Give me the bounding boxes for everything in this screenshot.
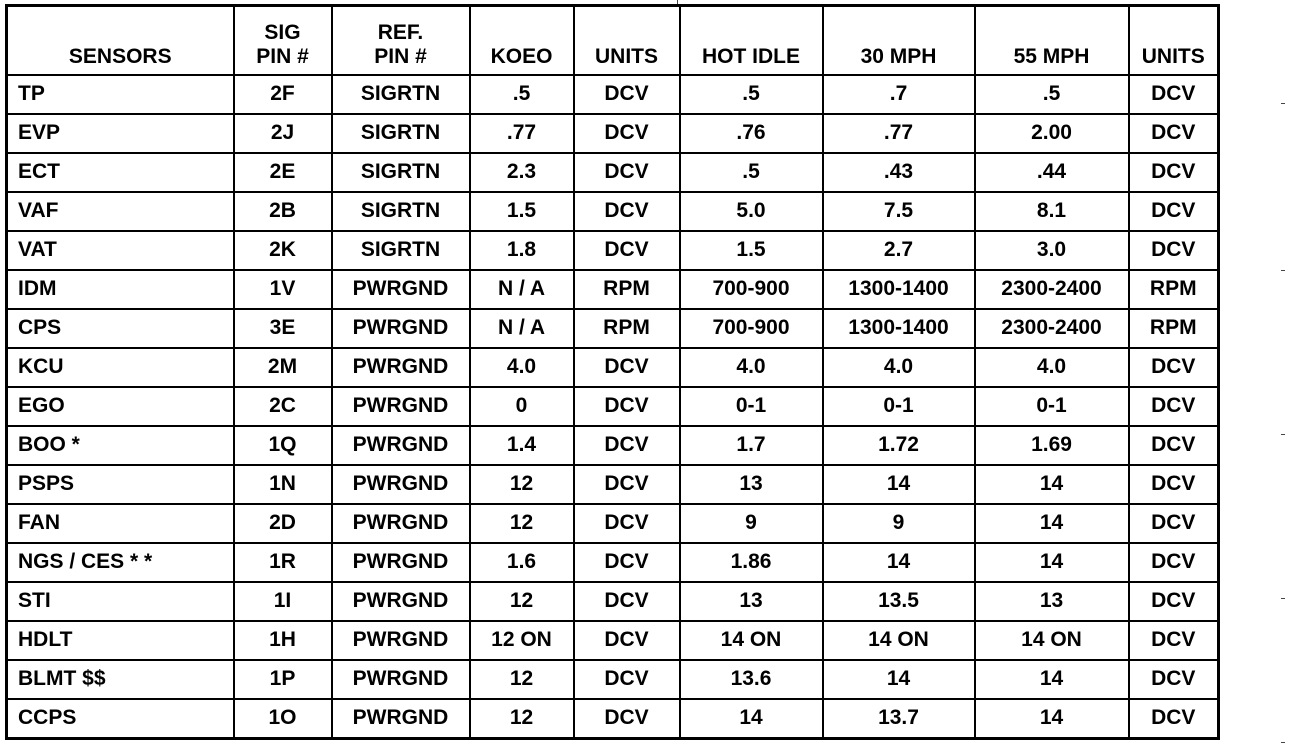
table-cell-ref-pin: SIGRTN bbox=[332, 114, 470, 153]
table-cell-55-mph: 14 bbox=[975, 543, 1129, 582]
table-cell-sensor: EVP bbox=[7, 114, 234, 153]
table-cell-units-koeo: DCV bbox=[574, 153, 680, 192]
column-header-line2: UNITS bbox=[1141, 45, 1205, 68]
table-cell-units-koeo: DCV bbox=[574, 582, 680, 621]
table-cell-ref-pin: SIGRTN bbox=[332, 153, 470, 192]
table-cell-sig-pin: 1I bbox=[234, 582, 332, 621]
scan-mark bbox=[1281, 598, 1285, 599]
table-cell-units-road: DCV bbox=[1129, 75, 1219, 114]
table-cell-koeo: 4.0 bbox=[470, 348, 574, 387]
table-cell-units-koeo: DCV bbox=[574, 348, 680, 387]
table-cell-30-mph: 9 bbox=[823, 504, 975, 543]
table-cell-ref-pin: PWRGND bbox=[332, 270, 470, 309]
table-cell-ref-pin: PWRGND bbox=[332, 348, 470, 387]
table-cell-55-mph: 2.00 bbox=[975, 114, 1129, 153]
table-cell-sig-pin: 2J bbox=[234, 114, 332, 153]
table-cell-units-koeo: DCV bbox=[574, 504, 680, 543]
table-row bbox=[7, 153, 1219, 192]
table-cell-30-mph: 0-1 bbox=[823, 387, 975, 426]
table-cell-units-road: DCV bbox=[1129, 114, 1219, 153]
table-cell-units-koeo: DCV bbox=[574, 75, 680, 114]
table-cell-sensor: PSPS bbox=[7, 465, 234, 504]
table-cell-30-mph: .43 bbox=[823, 153, 975, 192]
table-cell-koeo: 1.6 bbox=[470, 543, 574, 582]
table-cell-hot-idle: .76 bbox=[680, 114, 823, 153]
table-cell-ref-pin: PWRGND bbox=[332, 699, 470, 739]
table-cell-30-mph: 2.7 bbox=[823, 231, 975, 270]
table-cell-hot-idle: .5 bbox=[680, 75, 823, 114]
table-cell-koeo: 12 bbox=[470, 465, 574, 504]
table-cell-koeo: N / A bbox=[470, 270, 574, 309]
column-header-line2: UNITS bbox=[595, 45, 658, 68]
table-cell-30-mph: 14 ON bbox=[823, 621, 975, 660]
table-cell-units-road: DCV bbox=[1129, 504, 1219, 543]
table-cell-hot-idle: 1.7 bbox=[680, 426, 823, 465]
column-header-line2: SENSORS bbox=[68, 45, 172, 68]
table-cell-sig-pin: 1Q bbox=[234, 426, 332, 465]
column-header-line2: 55 MPH bbox=[1013, 45, 1090, 68]
table-cell-hot-idle: 0-1 bbox=[680, 387, 823, 426]
table-cell-units-koeo: RPM bbox=[574, 270, 680, 309]
column-header-koeo bbox=[470, 6, 574, 76]
table-cell-sensor: STI bbox=[7, 582, 234, 621]
table-cell-sig-pin: 1O bbox=[234, 699, 332, 739]
table-cell-units-road: RPM bbox=[1129, 309, 1219, 348]
table-cell-hot-idle: 5.0 bbox=[680, 192, 823, 231]
table-cell-ref-pin: SIGRTN bbox=[332, 192, 470, 231]
table-cell-ref-pin: PWRGND bbox=[332, 660, 470, 699]
table-cell-hot-idle: 1.5 bbox=[680, 231, 823, 270]
table-cell-hot-idle: 14 ON bbox=[680, 621, 823, 660]
table-row bbox=[7, 270, 1219, 309]
table-cell-sensor: CPS bbox=[7, 309, 234, 348]
table-cell-30-mph: .77 bbox=[823, 114, 975, 153]
column-header-line1: REF. bbox=[377, 21, 424, 44]
table-row bbox=[7, 582, 1219, 621]
table-cell-sensor: VAF bbox=[7, 192, 234, 231]
table-cell-sensor: HDLT bbox=[7, 621, 234, 660]
table-cell-koeo: 12 bbox=[470, 504, 574, 543]
table-cell-koeo: 0 bbox=[470, 387, 574, 426]
table-row bbox=[7, 114, 1219, 153]
table-row bbox=[7, 231, 1219, 270]
table-cell-units-road: DCV bbox=[1129, 660, 1219, 699]
table-cell-koeo: 12 bbox=[470, 660, 574, 699]
table-cell-sig-pin: 1R bbox=[234, 543, 332, 582]
table-cell-sensor: IDM bbox=[7, 270, 234, 309]
table-cell-30-mph: 1300-1400 bbox=[823, 309, 975, 348]
table-row bbox=[7, 699, 1219, 739]
table-header bbox=[7, 6, 1219, 76]
table-row bbox=[7, 465, 1219, 504]
table-cell-30-mph: 1300-1400 bbox=[823, 270, 975, 309]
column-header-line2: 30 MPH bbox=[860, 45, 937, 68]
table-cell-55-mph: 14 bbox=[975, 465, 1129, 504]
header-row bbox=[7, 6, 1219, 76]
table-cell-30-mph: 14 bbox=[823, 543, 975, 582]
table-cell-sig-pin: 1N bbox=[234, 465, 332, 504]
table-cell-ref-pin: PWRGND bbox=[332, 582, 470, 621]
table-cell-hot-idle: .5 bbox=[680, 153, 823, 192]
scan-mark bbox=[1281, 434, 1285, 435]
column-header-hot-idle bbox=[680, 6, 823, 76]
table-cell-koeo: 2.3 bbox=[470, 153, 574, 192]
table-cell-koeo: 12 ON bbox=[470, 621, 574, 660]
table-cell-koeo: .5 bbox=[470, 75, 574, 114]
table-cell-55-mph: 4.0 bbox=[975, 348, 1129, 387]
column-header-line2: KOEO bbox=[490, 45, 553, 68]
table-cell-55-mph: 2300-2400 bbox=[975, 270, 1129, 309]
table-cell-units-road: DCV bbox=[1129, 231, 1219, 270]
table-cell-units-road: DCV bbox=[1129, 153, 1219, 192]
table-cell-ref-pin: PWRGND bbox=[332, 387, 470, 426]
table-cell-units-koeo: DCV bbox=[574, 231, 680, 270]
table-cell-sig-pin: 2F bbox=[234, 75, 332, 114]
column-header-30-mph bbox=[823, 6, 975, 76]
table-cell-sig-pin: 2K bbox=[234, 231, 332, 270]
table-cell-units-road: DCV bbox=[1129, 192, 1219, 231]
table-cell-55-mph: .44 bbox=[975, 153, 1129, 192]
table-cell-ref-pin: PWRGND bbox=[332, 426, 470, 465]
table-cell-units-koeo: DCV bbox=[574, 699, 680, 739]
table-cell-sig-pin: 1H bbox=[234, 621, 332, 660]
table-cell-hot-idle: 9 bbox=[680, 504, 823, 543]
table-cell-55-mph: 14 ON bbox=[975, 621, 1129, 660]
table-row bbox=[7, 660, 1219, 699]
table-cell-units-koeo: RPM bbox=[574, 309, 680, 348]
table-cell-units-koeo: DCV bbox=[574, 387, 680, 426]
table-cell-units-road: DCV bbox=[1129, 387, 1219, 426]
table-row bbox=[7, 621, 1219, 660]
table-cell-sensor: BLMT $$ bbox=[7, 660, 234, 699]
table-cell-30-mph: 1.72 bbox=[823, 426, 975, 465]
table-cell-ref-pin: PWRGND bbox=[332, 543, 470, 582]
table-cell-units-road: RPM bbox=[1129, 270, 1219, 309]
table-cell-55-mph: 8.1 bbox=[975, 192, 1129, 231]
table-cell-koeo: 1.8 bbox=[470, 231, 574, 270]
table-cell-sensor: VAT bbox=[7, 231, 234, 270]
table-cell-units-koeo: DCV bbox=[574, 192, 680, 231]
table-row bbox=[7, 348, 1219, 387]
table-row bbox=[7, 387, 1219, 426]
column-header-line2: PIN # bbox=[256, 45, 309, 68]
table-row bbox=[7, 426, 1219, 465]
column-header-units-road bbox=[1129, 6, 1219, 76]
table-row bbox=[7, 504, 1219, 543]
table-cell-units-koeo: DCV bbox=[574, 114, 680, 153]
table-cell-55-mph: 1.69 bbox=[975, 426, 1129, 465]
table-body bbox=[7, 75, 1219, 739]
scan-mark bbox=[1281, 103, 1285, 104]
table-cell-koeo: .77 bbox=[470, 114, 574, 153]
table-cell-units-road: DCV bbox=[1129, 582, 1219, 621]
table-cell-sensor: FAN bbox=[7, 504, 234, 543]
table-cell-sensor: EGO bbox=[7, 387, 234, 426]
table-cell-30-mph: .7 bbox=[823, 75, 975, 114]
table-cell-30-mph: 13.7 bbox=[823, 699, 975, 739]
table-cell-30-mph: 7.5 bbox=[823, 192, 975, 231]
table-cell-sig-pin: 3E bbox=[234, 309, 332, 348]
table-cell-units-road: DCV bbox=[1129, 348, 1219, 387]
table-cell-sig-pin: 1V bbox=[234, 270, 332, 309]
table-cell-55-mph: 3.0 bbox=[975, 231, 1129, 270]
table-cell-sig-pin: 2C bbox=[234, 387, 332, 426]
table-cell-55-mph: 14 bbox=[975, 699, 1129, 739]
table-cell-koeo: 12 bbox=[470, 699, 574, 739]
table-cell-units-road: DCV bbox=[1129, 543, 1219, 582]
table-cell-sensor: NGS / CES * * bbox=[7, 543, 234, 582]
table-cell-koeo: N / A bbox=[470, 309, 574, 348]
table-cell-sensor: ECT bbox=[7, 153, 234, 192]
table-cell-30-mph: 13.5 bbox=[823, 582, 975, 621]
table-cell-30-mph: 14 bbox=[823, 660, 975, 699]
table-cell-koeo: 12 bbox=[470, 582, 574, 621]
table-cell-55-mph: 0-1 bbox=[975, 387, 1129, 426]
table-cell-hot-idle: 13 bbox=[680, 465, 823, 504]
table-row bbox=[7, 543, 1219, 582]
table-cell-sig-pin: 2M bbox=[234, 348, 332, 387]
column-header-ref-pin bbox=[332, 6, 470, 76]
table-cell-30-mph: 14 bbox=[823, 465, 975, 504]
column-header-line2: PIN # bbox=[374, 45, 427, 68]
table-cell-hot-idle: 700-900 bbox=[680, 309, 823, 348]
table-cell-units-koeo: DCV bbox=[574, 465, 680, 504]
table-cell-sig-pin: 2D bbox=[234, 504, 332, 543]
table-cell-sensor: BOO * bbox=[7, 426, 234, 465]
table-cell-sensor: TP bbox=[7, 75, 234, 114]
table-cell-koeo: 1.5 bbox=[470, 192, 574, 231]
table-cell-units-road: DCV bbox=[1129, 426, 1219, 465]
table-cell-sig-pin: 2B bbox=[234, 192, 332, 231]
table-cell-55-mph: 13 bbox=[975, 582, 1129, 621]
scan-mark bbox=[1281, 742, 1285, 743]
table-cell-sig-pin: 2E bbox=[234, 153, 332, 192]
table-cell-units-koeo: DCV bbox=[574, 426, 680, 465]
sensor-data-table bbox=[5, 4, 1220, 740]
column-header-sensor bbox=[7, 6, 234, 76]
column-header-line2: HOT IDLE bbox=[702, 45, 800, 68]
table-row bbox=[7, 75, 1219, 114]
column-header-units-koeo bbox=[574, 6, 680, 76]
table-cell-55-mph: 14 bbox=[975, 660, 1129, 699]
table-cell-hot-idle: 13 bbox=[680, 582, 823, 621]
column-header-55-mph bbox=[975, 6, 1129, 76]
table-cell-30-mph: 4.0 bbox=[823, 348, 975, 387]
column-header-line1: SIG bbox=[264, 21, 301, 44]
table-cell-ref-pin: PWRGND bbox=[332, 465, 470, 504]
table-cell-units-road: DCV bbox=[1129, 621, 1219, 660]
scan-mark bbox=[1281, 270, 1285, 271]
table-cell-ref-pin: PWRGND bbox=[332, 309, 470, 348]
table-cell-ref-pin: SIGRTN bbox=[332, 231, 470, 270]
table-cell-units-road: DCV bbox=[1129, 699, 1219, 739]
table-cell-hot-idle: 14 bbox=[680, 699, 823, 739]
table-cell-ref-pin: PWRGND bbox=[332, 621, 470, 660]
table-cell-55-mph: .5 bbox=[975, 75, 1129, 114]
table-cell-sig-pin: 1P bbox=[234, 660, 332, 699]
table-cell-sensor: KCU bbox=[7, 348, 234, 387]
table-cell-hot-idle: 13.6 bbox=[680, 660, 823, 699]
table-cell-units-koeo: DCV bbox=[574, 621, 680, 660]
table-cell-ref-pin: SIGRTN bbox=[332, 75, 470, 114]
table-cell-units-road: DCV bbox=[1129, 465, 1219, 504]
table-cell-hot-idle: 4.0 bbox=[680, 348, 823, 387]
scan-mark bbox=[677, 0, 678, 4]
table-row bbox=[7, 192, 1219, 231]
table-cell-sensor: CCPS bbox=[7, 699, 234, 739]
table-cell-koeo: 1.4 bbox=[470, 426, 574, 465]
table-cell-ref-pin: PWRGND bbox=[332, 504, 470, 543]
table-cell-55-mph: 14 bbox=[975, 504, 1129, 543]
column-header-sig-pin bbox=[234, 6, 332, 76]
table-cell-55-mph: 2300-2400 bbox=[975, 309, 1129, 348]
table-cell-hot-idle: 700-900 bbox=[680, 270, 823, 309]
table-cell-hot-idle: 1.86 bbox=[680, 543, 823, 582]
table-cell-units-koeo: DCV bbox=[574, 660, 680, 699]
table-row bbox=[7, 309, 1219, 348]
table-cell-units-koeo: DCV bbox=[574, 543, 680, 582]
